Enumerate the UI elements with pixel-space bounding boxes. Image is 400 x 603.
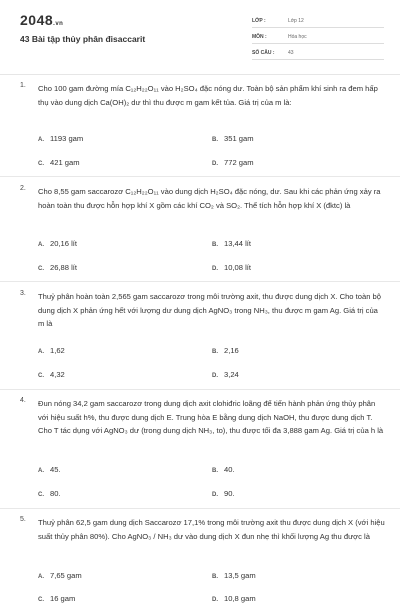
question-separator xyxy=(0,389,400,390)
meta-subject-label: MÔN : xyxy=(252,34,267,40)
option-text: 10,08 lít xyxy=(224,263,252,272)
option-text: 90. xyxy=(224,489,235,498)
option-text: 3,24 xyxy=(224,370,239,379)
option-a[interactable] xyxy=(38,571,82,580)
option-label: B. xyxy=(212,468,218,474)
option-label: D. xyxy=(212,597,218,603)
option-text: 2,16 xyxy=(224,346,239,355)
question-3 xyxy=(20,290,386,379)
option-text: 40. xyxy=(224,465,235,474)
option-label: A. xyxy=(38,137,44,143)
meta-class-value: Lớp 12 xyxy=(288,18,304,24)
option-text: 351 gam xyxy=(224,134,254,143)
option-b[interactable] xyxy=(212,571,256,580)
option-label: D. xyxy=(212,492,218,498)
option-text: 421 gam xyxy=(50,158,80,167)
meta-subject-value: Hóa học xyxy=(288,34,307,40)
question-separator xyxy=(0,176,400,177)
option-text: 26,88 lít xyxy=(50,263,78,272)
question-number: 4. xyxy=(20,397,26,404)
option-a[interactable] xyxy=(38,346,65,355)
option-d[interactable] xyxy=(212,489,235,498)
question-separator xyxy=(0,508,400,509)
question-number: 2. xyxy=(20,185,26,192)
option-d[interactable] xyxy=(212,263,251,272)
question-5 xyxy=(20,516,386,603)
option-d[interactable] xyxy=(212,594,256,603)
question-number: 1. xyxy=(20,82,26,89)
question-text: Thuỷ phân 62,5 gam dung dịch Saccarozơ 17,1% trong môi trường axit thu được dung dịch X (với hiệu suất thủy phân 80%). Cho AgNO₃ / NH₃ dư vào dung dịch X đun nhẹ thì khối lượng Ag thu được là xyxy=(38,518,385,541)
option-text: 45. xyxy=(50,465,61,474)
question-2 xyxy=(20,185,386,272)
option-a[interactable] xyxy=(38,239,77,248)
option-label: D. xyxy=(212,161,218,167)
option-c[interactable] xyxy=(38,489,61,498)
option-c[interactable] xyxy=(38,594,75,603)
option-text: 4,32 xyxy=(50,370,65,379)
option-text: 10,8 gam xyxy=(224,594,256,603)
option-label: A. xyxy=(38,574,44,580)
option-label: B. xyxy=(212,137,218,143)
option-label: C. xyxy=(38,266,44,272)
site-logo[interactable] xyxy=(20,12,63,28)
question-number: 5. xyxy=(20,516,26,523)
option-text: 13,5 gam xyxy=(224,571,256,580)
question-1 xyxy=(20,82,386,167)
meta-subject-row xyxy=(252,30,384,44)
question-text: Đun nóng 34,2 gam saccarozơ trong dung dịch axit clohiđric loãng để tiến hành phản ứng thủy phân với hiệu suất h%, thu được dung dịch E. Trung hòa E bằng dung dịch NaOH, thu được dung dịch T. Cho T tác dụng với AgNO₃ dư (trong dung dịch NH₃, to), thu được tối đa 3,888 gam Ag. Giá trị của h là xyxy=(38,399,384,435)
option-label: B. xyxy=(212,242,218,248)
option-label: B. xyxy=(212,574,218,580)
meta-count-label: SỐ CÂU : xyxy=(252,50,275,56)
question-number: 3. xyxy=(20,290,26,297)
option-label: C. xyxy=(38,373,44,379)
option-text: 80. xyxy=(50,489,61,498)
question-4 xyxy=(20,397,386,498)
document-header xyxy=(0,0,400,74)
option-label: D. xyxy=(212,373,218,379)
option-text: 1193 gam xyxy=(50,134,84,143)
question-separator xyxy=(0,281,400,282)
option-a[interactable] xyxy=(38,465,61,474)
option-c[interactable] xyxy=(38,263,77,272)
header-divider xyxy=(0,74,400,75)
option-text: 772 gam xyxy=(224,158,254,167)
meta-count-value: 43 xyxy=(288,50,294,56)
option-label: C. xyxy=(38,161,44,167)
option-label: A. xyxy=(38,468,44,474)
meta-count-row xyxy=(252,46,384,60)
option-label: A. xyxy=(38,349,44,355)
option-b[interactable] xyxy=(212,134,254,143)
option-text: 1,62 xyxy=(50,346,65,355)
logo-text: 2048 xyxy=(20,12,54,28)
option-b[interactable] xyxy=(212,346,239,355)
option-a[interactable] xyxy=(38,134,83,143)
option-b[interactable] xyxy=(212,239,251,248)
option-label: B. xyxy=(212,349,218,355)
option-text: 7,65 gam xyxy=(50,571,82,580)
question-text: Thuỷ phân hoàn toàn 2,565 gam saccarozơ trong môi trường axit, thu được dung dịch X. Cho toàn bộ dung dịch X phản ứng hết với lượng dư dung dịch AgNO₃ trong NH₃, thu được m gam Ag. Giá trị của m là xyxy=(38,292,381,328)
meta-class-row xyxy=(252,14,384,28)
option-text: 20,16 lít xyxy=(50,239,78,248)
document-title: 43 Bài tập thủy phân đisaccarit xyxy=(20,34,146,44)
option-label: D. xyxy=(212,266,218,272)
option-label: C. xyxy=(38,597,44,603)
option-c[interactable] xyxy=(38,370,65,379)
logo-suffix: .vn xyxy=(53,21,64,27)
option-label: A. xyxy=(38,242,44,248)
option-text: 16 gam xyxy=(50,594,76,603)
option-text: 13,44 lít xyxy=(224,239,252,248)
option-label: C. xyxy=(38,492,44,498)
option-b[interactable] xyxy=(212,465,235,474)
meta-class-label: LỚP : xyxy=(252,18,266,24)
question-text: Cho 8,55 gam saccarozơ C₁₂H₂₂O₁₁ vào dung dịch H₂SO₄ đặc nóng, dư. Sau khi các phản ứng xảy ra hoàn toàn thu được hỗn hợp khí X gồm các khí CO₂ và SO₂. Thể tích hỗn hợp khí X (đktc) là xyxy=(38,187,381,210)
question-text: Cho 100 gam đường mía C₁₂H₂₂O₁₁ vào H₂SO₄ đặc nóng dư. Toàn bộ sản phẩm khí sinh ra đem hấp thụ vào dung dịch Ca(OH)₂ dư thì thu được m gam kết tủa. Giá trị của m là: xyxy=(38,84,378,107)
option-d[interactable] xyxy=(212,158,254,167)
option-d[interactable] xyxy=(212,370,239,379)
option-c[interactable] xyxy=(38,158,80,167)
